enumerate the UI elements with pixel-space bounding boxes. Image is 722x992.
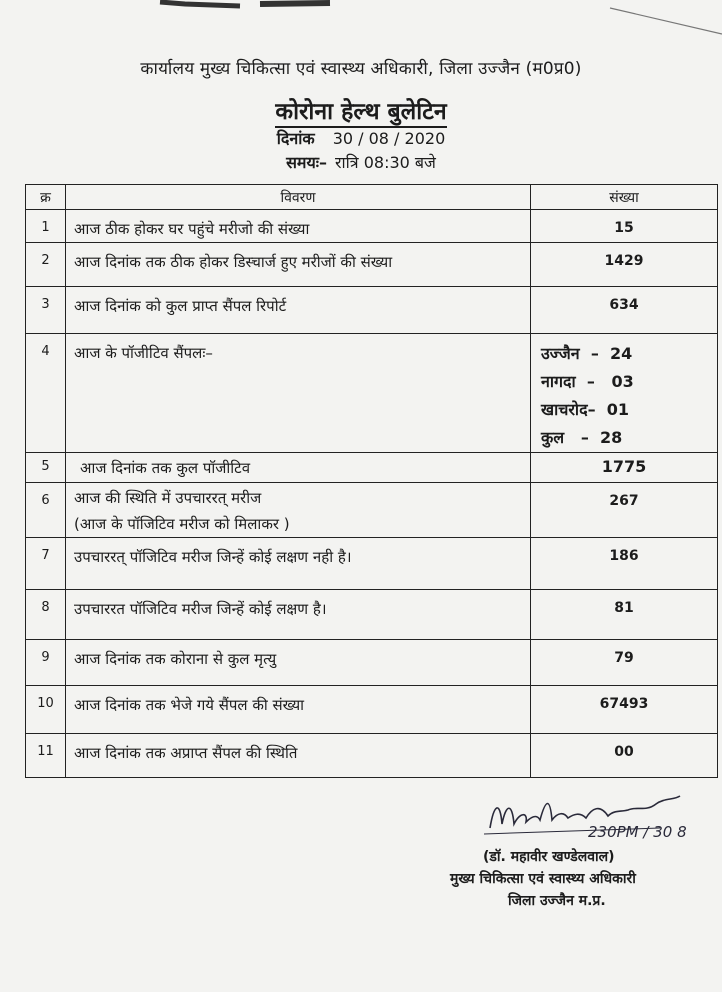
row-value: 79 <box>531 640 718 686</box>
row-description: आज ठीक होकर घर पहुंचे मरीजो की संख्या <box>66 210 531 243</box>
signatory-designation: मुख्य चिकित्सा एवं स्वास्थ्य अधिकारी <box>450 871 636 887</box>
row-description: आज दिनांक तक कोराना से कुल मृत्यु <box>66 640 531 686</box>
date-line <box>0 127 722 149</box>
row-description: आज दिनांक तक ठीक होकर डिस्चार्ज हुए मरीजों की संख्या <box>66 243 531 287</box>
row-value: 81 <box>531 590 718 640</box>
header-serial: क्र <box>26 185 66 210</box>
row-description-line2: (आज के पॉजिटिव मरीज को मिलाकर ) <box>74 515 290 533</box>
svg-text:230PM / 30 8: 230PM / 30 8 <box>588 823 687 840</box>
row-description: उपचाररत पॉजिटिव मरीज जिन्हें कोई लक्षण है। <box>66 590 531 640</box>
table-row <box>26 590 718 640</box>
bulletin-title: कोरोना हेल्थ बुलेटिन <box>0 94 722 126</box>
row-serial: 11 <box>26 734 66 778</box>
breakdown-khachrod: खाचरोद– 01 <box>541 400 629 419</box>
handwritten-signature <box>460 790 720 840</box>
row-description: आज दिनांक तक कुल पॉजीटिव <box>66 453 531 483</box>
header-count: संख्या <box>531 185 718 210</box>
table-row <box>26 243 718 287</box>
bulletin-table <box>25 184 718 778</box>
row-serial: 10 <box>26 686 66 734</box>
row-description: आज दिनांक तक अप्राप्त सैंपल की स्थिति <box>66 734 531 778</box>
table-row <box>26 287 718 334</box>
row-value: 1775 <box>531 453 718 483</box>
row-serial: 4 <box>26 334 66 453</box>
row-description: उपचाररत् पॉजिटिव मरीज जिन्हें कोई लक्षण नही है। <box>66 538 531 590</box>
date-label: दिनांक <box>276 129 315 148</box>
office-heading: कार्यालय मुख्य चिकित्सा एवं स्वास्थ्य अधिकारी, जिला उज्जैन (म0प्र0) <box>140 59 582 79</box>
row-description-line1: आज की स्थिति में उपचाररत् मरीज <box>74 489 262 507</box>
row-description: आज दिनांक तक भेजे गये सैंपल की संख्या <box>66 686 531 734</box>
row-serial: 2 <box>26 243 66 287</box>
row-value: 267 <box>531 483 718 538</box>
table-row <box>26 334 718 453</box>
row-serial: 1 <box>26 210 66 243</box>
time-line <box>0 151 722 173</box>
row-value: 186 <box>531 538 718 590</box>
breakdown-ujjain: उज्जैन – 24 <box>541 344 633 363</box>
row-description: आज के पॉजीटिव सैंपलः– <box>66 334 531 453</box>
row-value: 00 <box>531 734 718 778</box>
row-value: 1429 <box>531 243 718 287</box>
top-edge-marks <box>0 0 722 40</box>
breakdown-total: कुल – 28 <box>541 428 623 447</box>
row-description <box>66 483 531 538</box>
table-header-row <box>26 185 718 210</box>
table-row <box>26 686 718 734</box>
row-value: 67493 <box>531 686 718 734</box>
row-serial: 6 <box>26 483 66 538</box>
table-row <box>26 483 718 538</box>
row-serial: 8 <box>26 590 66 640</box>
breakdown-nagda: नागदा – 03 <box>541 372 634 391</box>
table-row <box>26 640 718 686</box>
row-serial: 3 <box>26 287 66 334</box>
signatory-name: (डॉ. महावीर खण्डेलवाल) <box>483 849 615 865</box>
row-value: 15 <box>531 210 718 243</box>
table-row <box>26 734 718 778</box>
row-serial: 7 <box>26 538 66 590</box>
row-description: आज दिनांक को कुल प्राप्त सैंपल रिपोर्ट <box>66 287 531 334</box>
signatory-district: जिला उज्जैन म.प्र. <box>508 893 606 909</box>
date-value: 30 / 08 / 2020 <box>332 129 446 148</box>
row-serial: 9 <box>26 640 66 686</box>
table-row <box>26 538 718 590</box>
time-label: समयः– <box>286 153 327 172</box>
district-breakdown <box>531 334 718 453</box>
table-row <box>26 210 718 243</box>
time-value: रात्रि 08:30 बजे <box>334 153 436 172</box>
row-serial: 5 <box>26 453 66 483</box>
row-value: 634 <box>531 287 718 334</box>
header-description: विवरण <box>66 185 531 210</box>
table-row <box>26 453 718 483</box>
